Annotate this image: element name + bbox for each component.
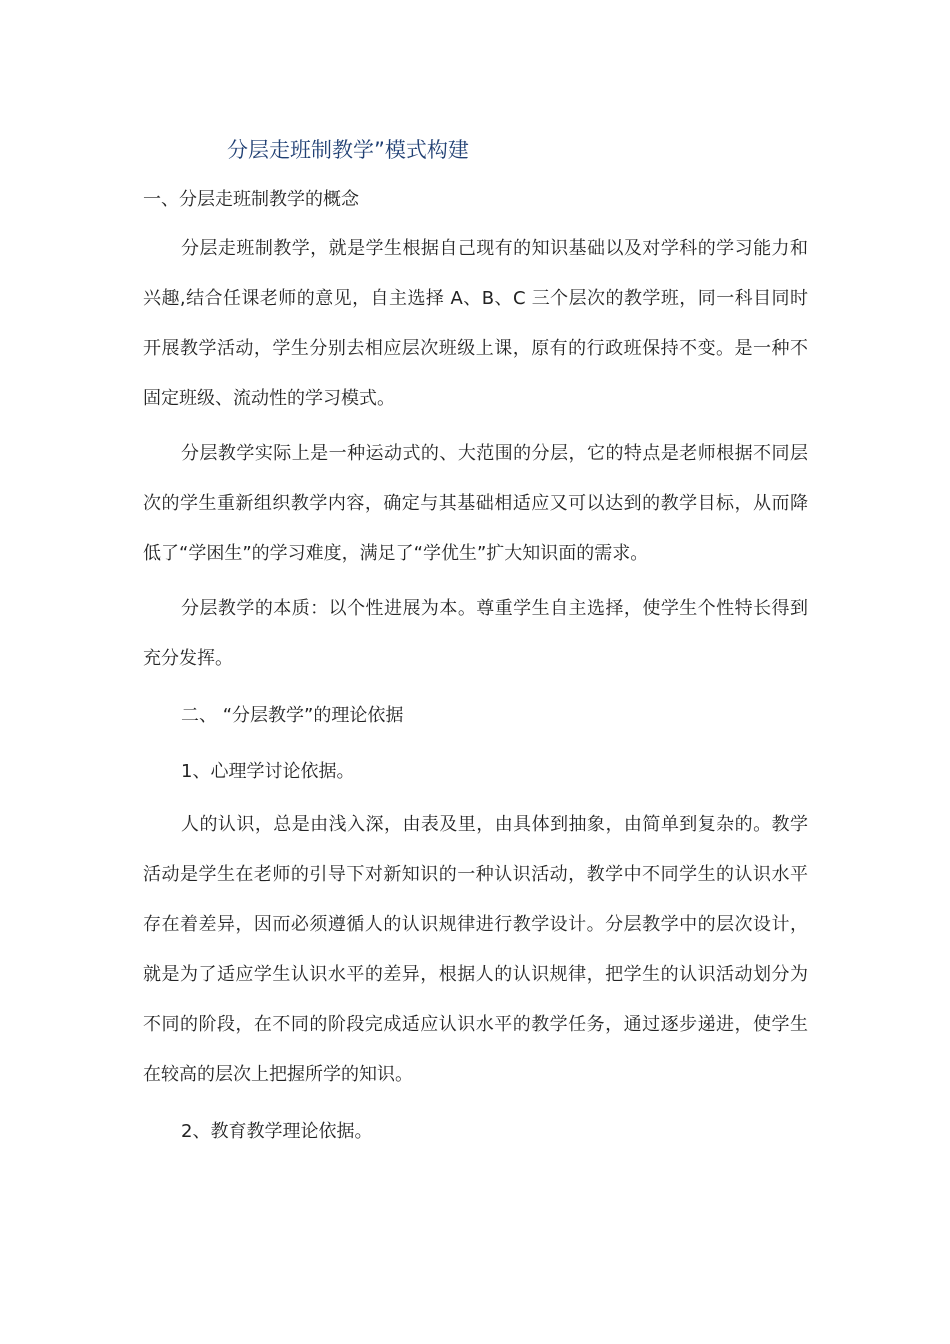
paragraph-psychology: 人的认识，总是由浅入深，由表及里，由具体到抽象，由简单到复杂的。教学活动是学生在老师的引导下对新知识的一种认识活动，教学中不同学生的认识水平存在着差异，因而必须遵循人的认识规律进行教学设计。分层教学中的层次设计，就是为了适应学生认识水平的差异，根据人的认识规律，把学生的认识活动划分为不同的阶段，在不同的阶段完成适应认识水平的教学任务，通过逐步递进，使学生在较高的层次上把握所学的知识。 (143, 814, 808, 1085)
section-heading-concept: 一、分层走班制教学的概念 (143, 189, 359, 210)
subsection-heading-education: 2、教育教学理论依据。 (181, 1121, 373, 1142)
document-title: 分层走班制教学”模式构建 (227, 138, 469, 162)
paragraph-definition: 分层走班制教学，就是学生根据自己现有的知识基础以及对学科的学习能力和兴趣,结合任课老师的意见，自主选择 A、B、C 三个层次的教学班，同一科目同时开展教学活动，学生分别去相应层次班级上课，原有的行政班保持不变。是一种不固定班级、流动性的学习模式。 (143, 238, 808, 409)
paragraph-essence: 分层教学的本质：以个性进展为本。尊重学生自主选择，使学生个性特长得到充分发挥。 (143, 598, 808, 669)
subsection-heading-psychology: 1、心理学讨论依据。 (181, 761, 355, 782)
section-heading-theory: 二、 “分层教学”的理论依据 (181, 705, 404, 726)
paragraph-characteristics: 分层教学实际上是一种运动式的、大范围的分层，它的特点是老师根据不同层次的学生重新组织教学内容，确定与其基础相适应又可以达到的教学目标，从而降低了“学困生”的学习难度，满足了“学优生”扩大知识面的需求。 (143, 443, 808, 564)
